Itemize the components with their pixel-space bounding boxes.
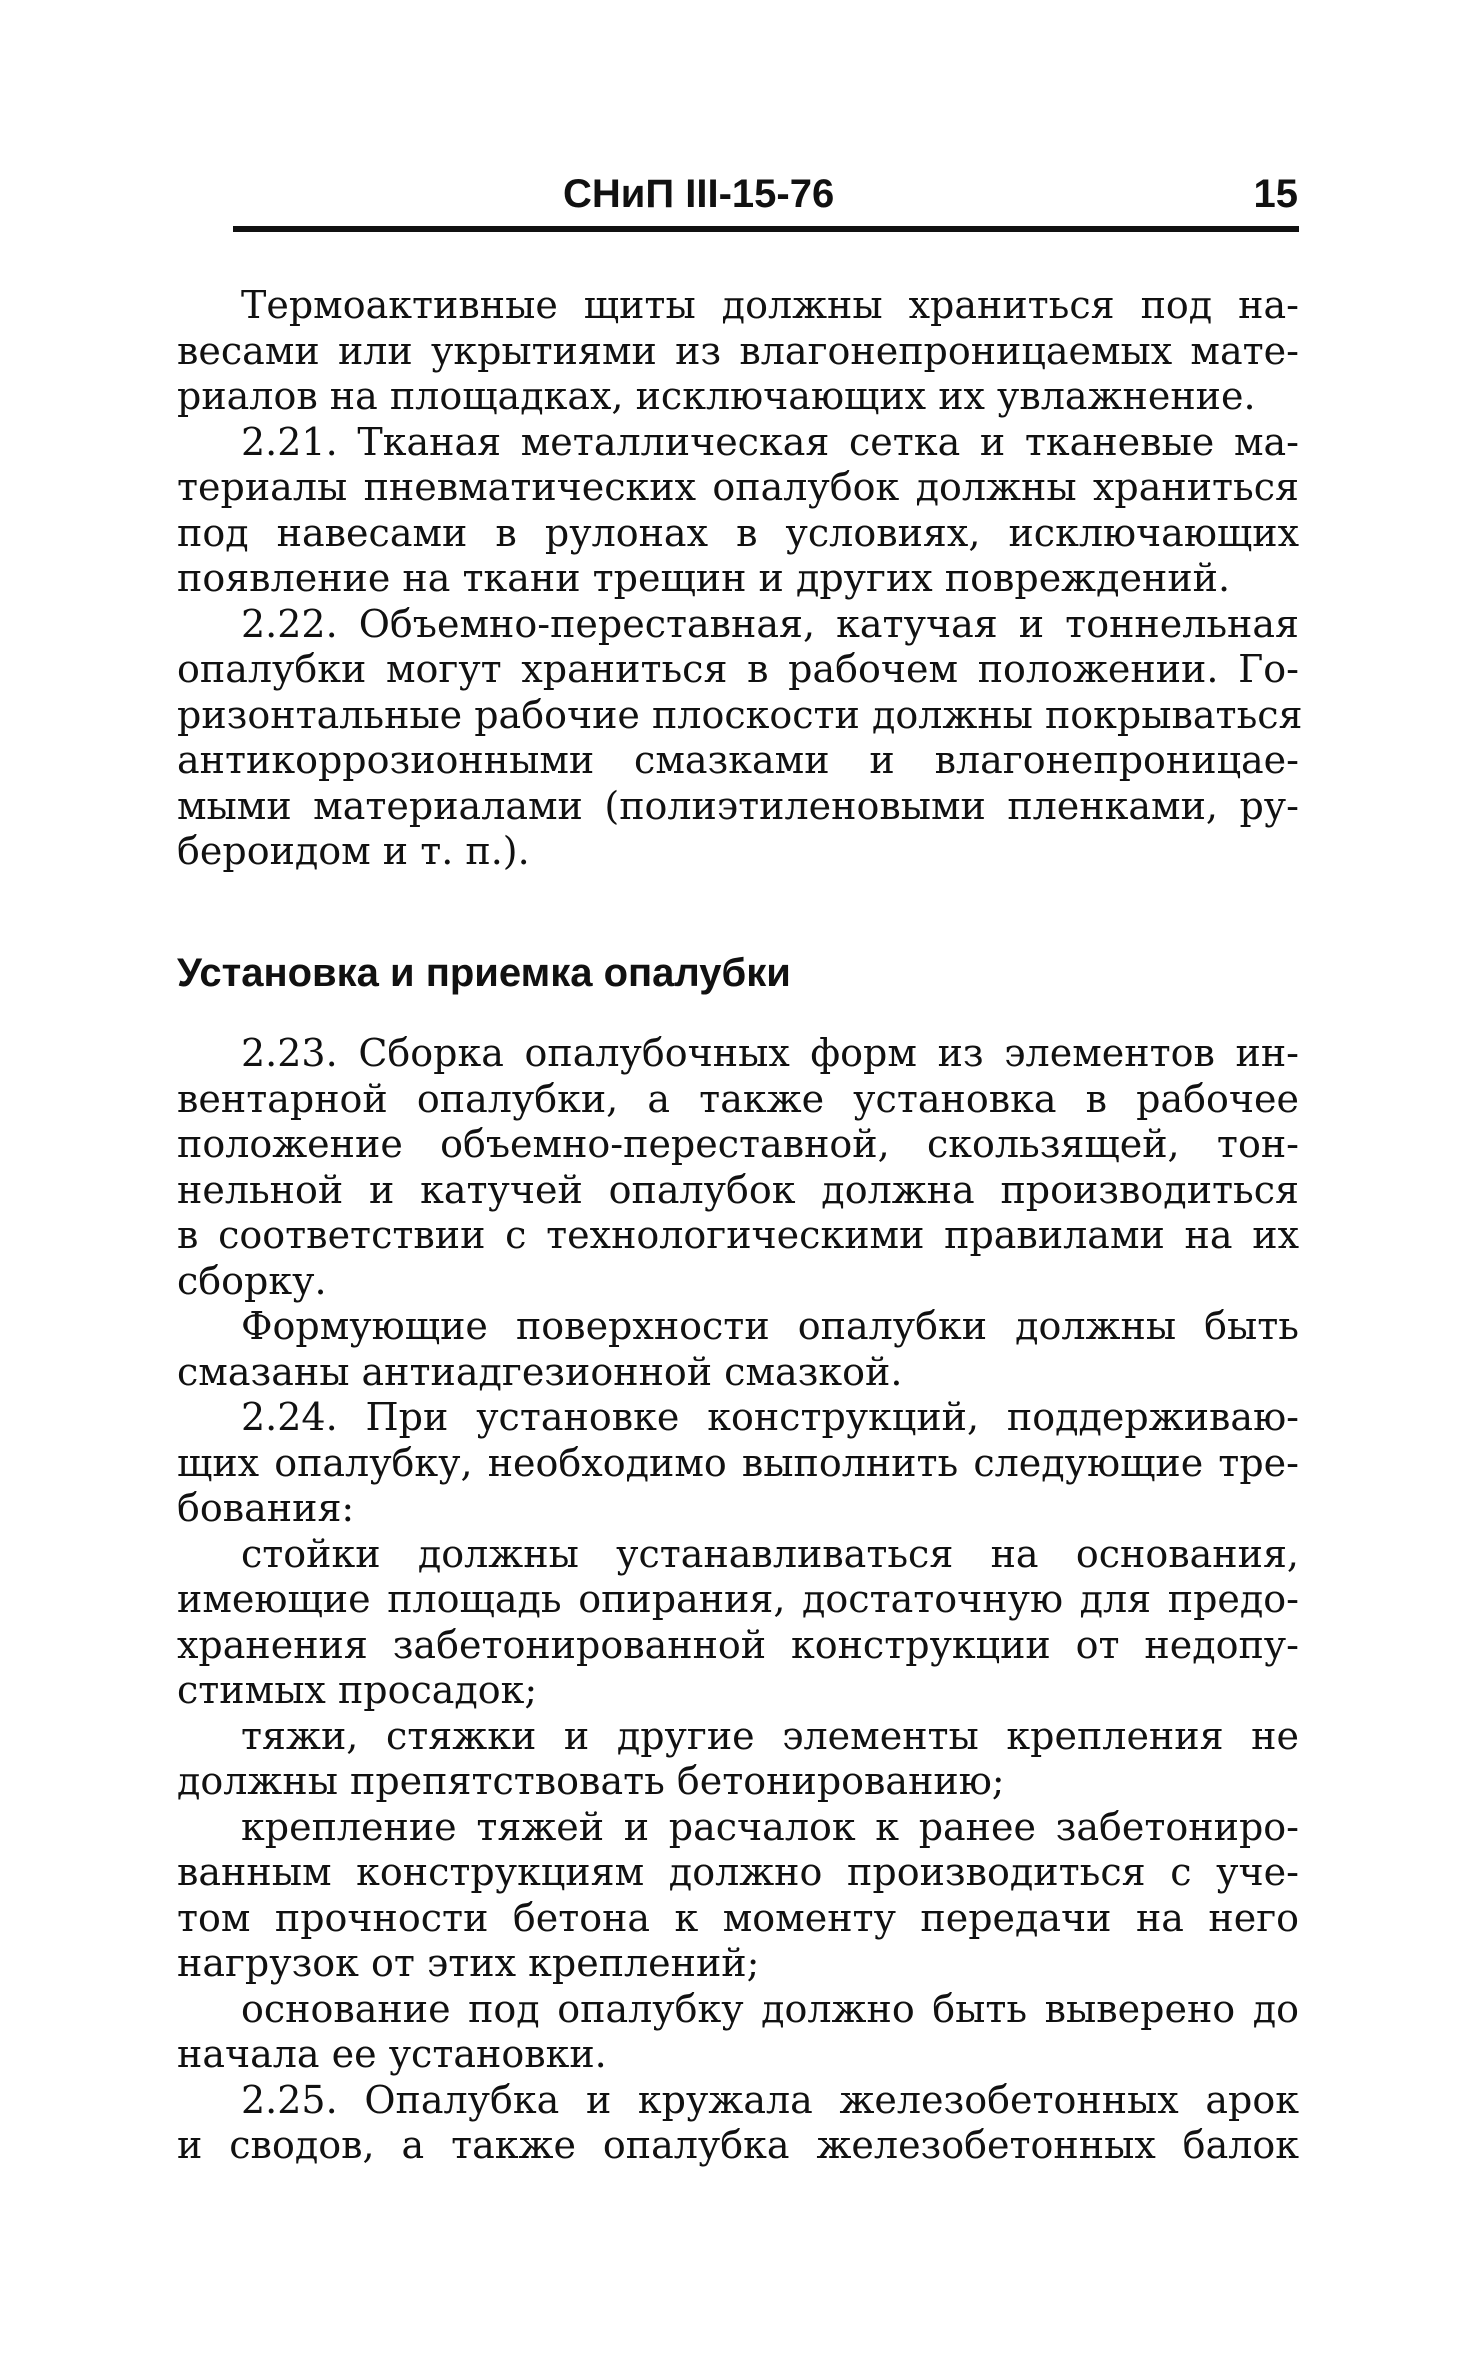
text-line: мыми материалами (полиэтиленовыми пленками, ру- [177,783,1299,828]
text-line: бования: [177,1486,355,1530]
text-line: появление на ткани трещин и других повреждений. [177,556,1231,600]
text-line: и сводов, а также опалубка железобетонных балок [177,2123,1299,2167]
text-line: нельной и катучей опалубок должна производиться [177,1167,1299,1212]
text-line: ризонтальные рабочие плоскости должны покрываться [177,692,1303,737]
text-line: крепление тяжей и расчалок к ранее забетониро- [241,1804,1299,1849]
text-line: риалов на площадках, исключающих их увлажнение. [177,374,1256,418]
text-line: сборку. [177,1258,327,1303]
text-line: весами или укрытиями из влагонепроницаемых мате- [177,328,1299,373]
text-line: вентарной опалубки, а также установка в рабочее [177,1076,1299,1121]
section-heading: Установка и приемка опалубки [177,951,791,995]
text-line: териалы пневматических опалубок должны храниться [177,465,1299,509]
paragraph-block-storage [177,283,1303,875]
text-line: щих опалубку, необходимо выполнить следующие тре- [177,1440,1299,1485]
text-line: положение объемно-переставной, скользящей, тон- [177,1122,1299,1166]
text-line: том прочности бетона к моменту передачи на него [177,1895,1299,1940]
text-line: 2.24. При установке конструкций, поддерживаю- [241,1395,1299,1439]
text-line: бероидом и т. п.). [177,829,530,873]
text-line: основание под опалубку должно быть выверено до [241,1986,1299,2031]
text-line: должны препятствовать бетонированию; [177,1759,1005,1803]
text-line: Термоактивные щиты должны храниться под на- [241,283,1299,327]
text-line: антикоррозионными смазками и влагонепроницае- [177,738,1299,782]
text-line: нагрузок от этих креплений; [177,1941,760,1985]
text-line: 2.22. Объемно-переставная, катучая и тоннельная [241,601,1299,646]
text-line: в соответствии с технологическими правилами на их [177,1213,1299,1257]
text-line: опалубки могут храниться в рабочем положении. Го- [177,647,1299,691]
text-line: смазаны антиадгезионной смазкой. [177,1349,903,1394]
text-line: начала ее установки. [177,2032,607,2076]
paragraph-block-installation [177,1031,1299,2169]
text-line: стойки должны устанавливаться на основания, [241,1531,1299,1576]
page-number: 15 [1253,172,1298,216]
text-line: 2.25. Опалубка и кружала железобетонных арок [241,2077,1299,2122]
text-line: 2.23. Сборка опалубочных форм из элементов ин- [241,1031,1299,1075]
document-code: СНиП III-15-76 [563,172,835,216]
text-line: тяжи, стяжки и другие элементы крепления не [241,1713,1299,1758]
text-line: имеющие площадь опирания, достаточную для предо- [177,1577,1299,1621]
text-line: ванным конструкциям должно производиться с уче- [177,1850,1299,1894]
text-line: под навесами в рулонах в условиях, исключающих [177,510,1299,555]
text-line: стимых просадок; [177,1668,538,1712]
text-line: 2.21. Тканая металлическая сетка и тканевые ма- [241,419,1299,464]
header-rule [233,226,1299,232]
running-header [233,168,1300,228]
text-line: Формующие поверхности опалубки должны быть [241,1304,1299,1348]
text-line: хранения забетонированной конструкции от недопу- [177,1622,1299,1667]
